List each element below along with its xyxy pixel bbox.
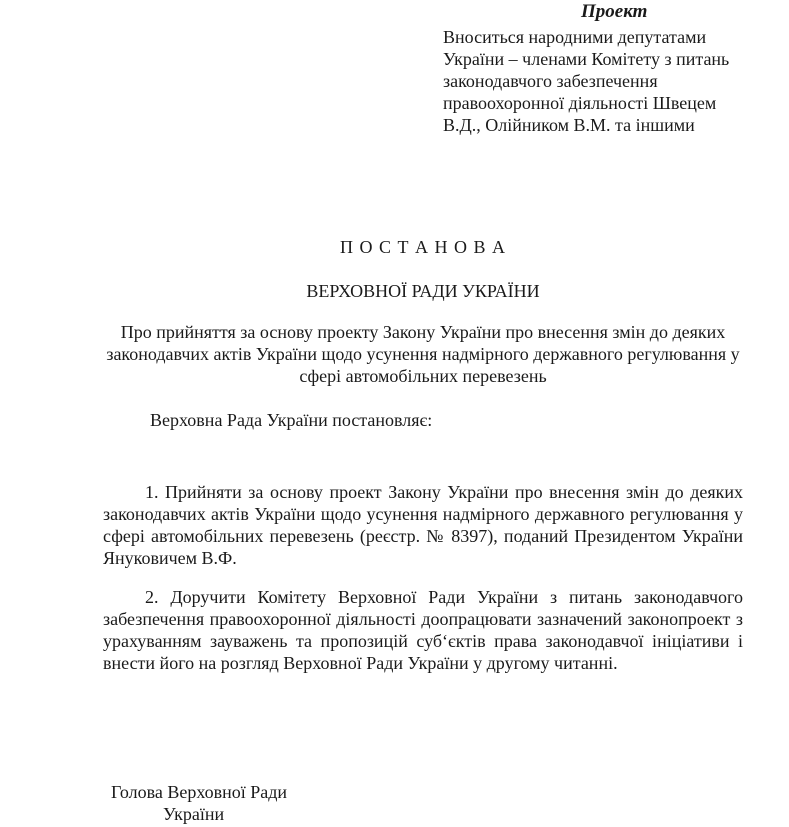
signature-block	[111, 781, 287, 825]
enacting-clause: Верховна Рада України постановляє:	[150, 410, 433, 430]
clause-1: 1. Прийняти за основу проект Закону України про внесення змін до деяких законодавчих актів України щодо усунення надмірного державного регулювання у сфері автомобільних перевезень (реєстр. № 8397), поданий Президентом України Януковичем В.Ф.	[103, 482, 743, 568]
project-label: Проект	[581, 1, 648, 22]
submitted-by-note: Вноситься народними депутатами України – членами Комітету з питань законодавчого забезпечення правоохоронної діяльності Швецем В.Д., Олійником В.М. та іншими	[443, 27, 730, 135]
signature-title-line2: України	[163, 804, 225, 824]
clause-2: 2. Доручити Комітету Верховної Ради України з питань законодавчого забезпечення правоохоронної діяльності доопрацювати зазначений законопроект з урахуванням зауважень та пропозицій суб‘єктів права законодавчої ініціативи і внести його на розгляд Верховної Ради України у другому читанні.	[103, 587, 743, 673]
doc-type-heading: П О С Т А Н О В А	[339, 237, 506, 257]
signature-title-line1: Голова Верховної Ради	[111, 782, 288, 802]
doc-title: Про прийняття за основу проекту Закону України про внесення змін до деяких законодавчих актів України щодо усунення надмірного державного регулювання у сфері автомобільних перевезень	[106, 322, 740, 386]
header-block	[443, 1, 739, 136]
authority-heading: ВЕРХОВНОЇ РАДИ УКРАЇНИ	[306, 281, 540, 301]
